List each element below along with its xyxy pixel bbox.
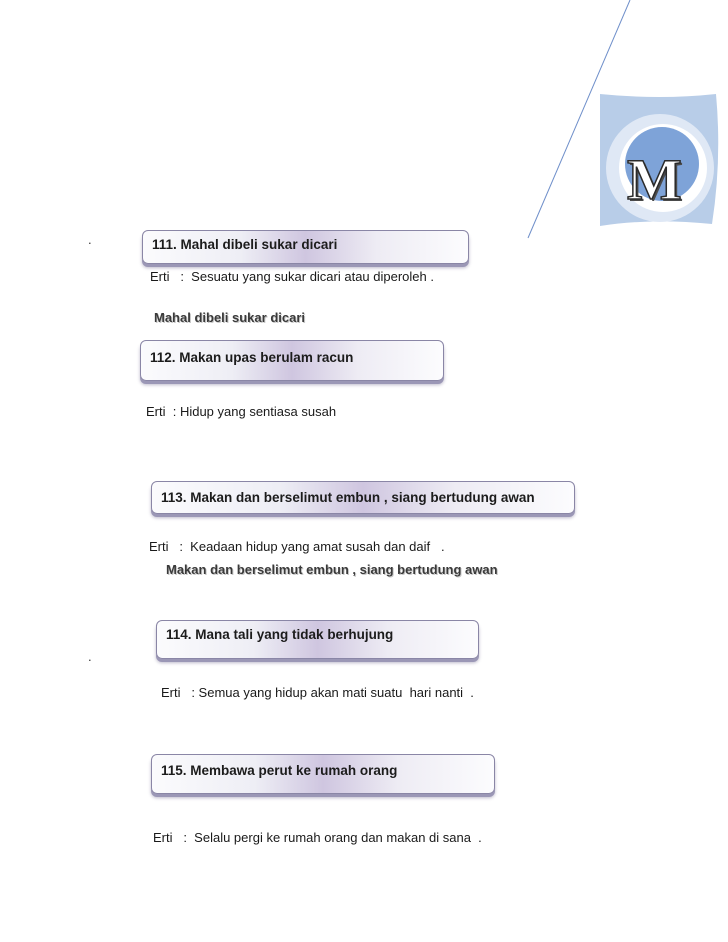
entry-heading-box	[156, 620, 479, 659]
entry-meaning: Erti : Hidup yang sentiasa susah	[146, 404, 337, 419]
corner-logo-graphic	[520, 0, 728, 240]
logo-letter: M	[627, 147, 682, 212]
entry-heading-box	[140, 340, 444, 381]
entry-heading: 115. Membawa perut ke rumah orang	[161, 763, 398, 778]
entry-heading-box	[151, 754, 495, 794]
entry-heading: 114. Mana tali yang tidak berhujung	[166, 627, 394, 642]
entry-meaning: Erti : Semua yang hidup akan mati suatu hari nanti .	[161, 685, 474, 700]
entry-heading-box	[142, 230, 469, 264]
entry-heading: 113. Makan dan berselimut embun , siang bertudung awan	[161, 490, 535, 505]
stray-mark-1: .	[88, 232, 92, 247]
entry-heading: 112. Makan upas berulam racun	[150, 350, 354, 365]
entry-emboss-text: Makan dan berselimut embun , siang bertudung awan	[166, 562, 498, 577]
entry-meaning: Erti : Selalu pergi ke rumah orang dan makan di sana .	[153, 830, 482, 845]
entry-emboss-text: Mahal dibeli sukar dicari	[154, 310, 305, 325]
entry-heading: 111. Mahal dibeli sukar dicari	[152, 237, 338, 252]
entry-meaning: Erti : Sesuatu yang sukar dicari atau diperoleh .	[150, 269, 434, 284]
entry-meaning: Erti : Keadaan hidup yang amat susah dan daif .	[149, 539, 445, 554]
stray-mark-2: .	[88, 649, 92, 664]
entry-heading-box	[151, 481, 575, 514]
